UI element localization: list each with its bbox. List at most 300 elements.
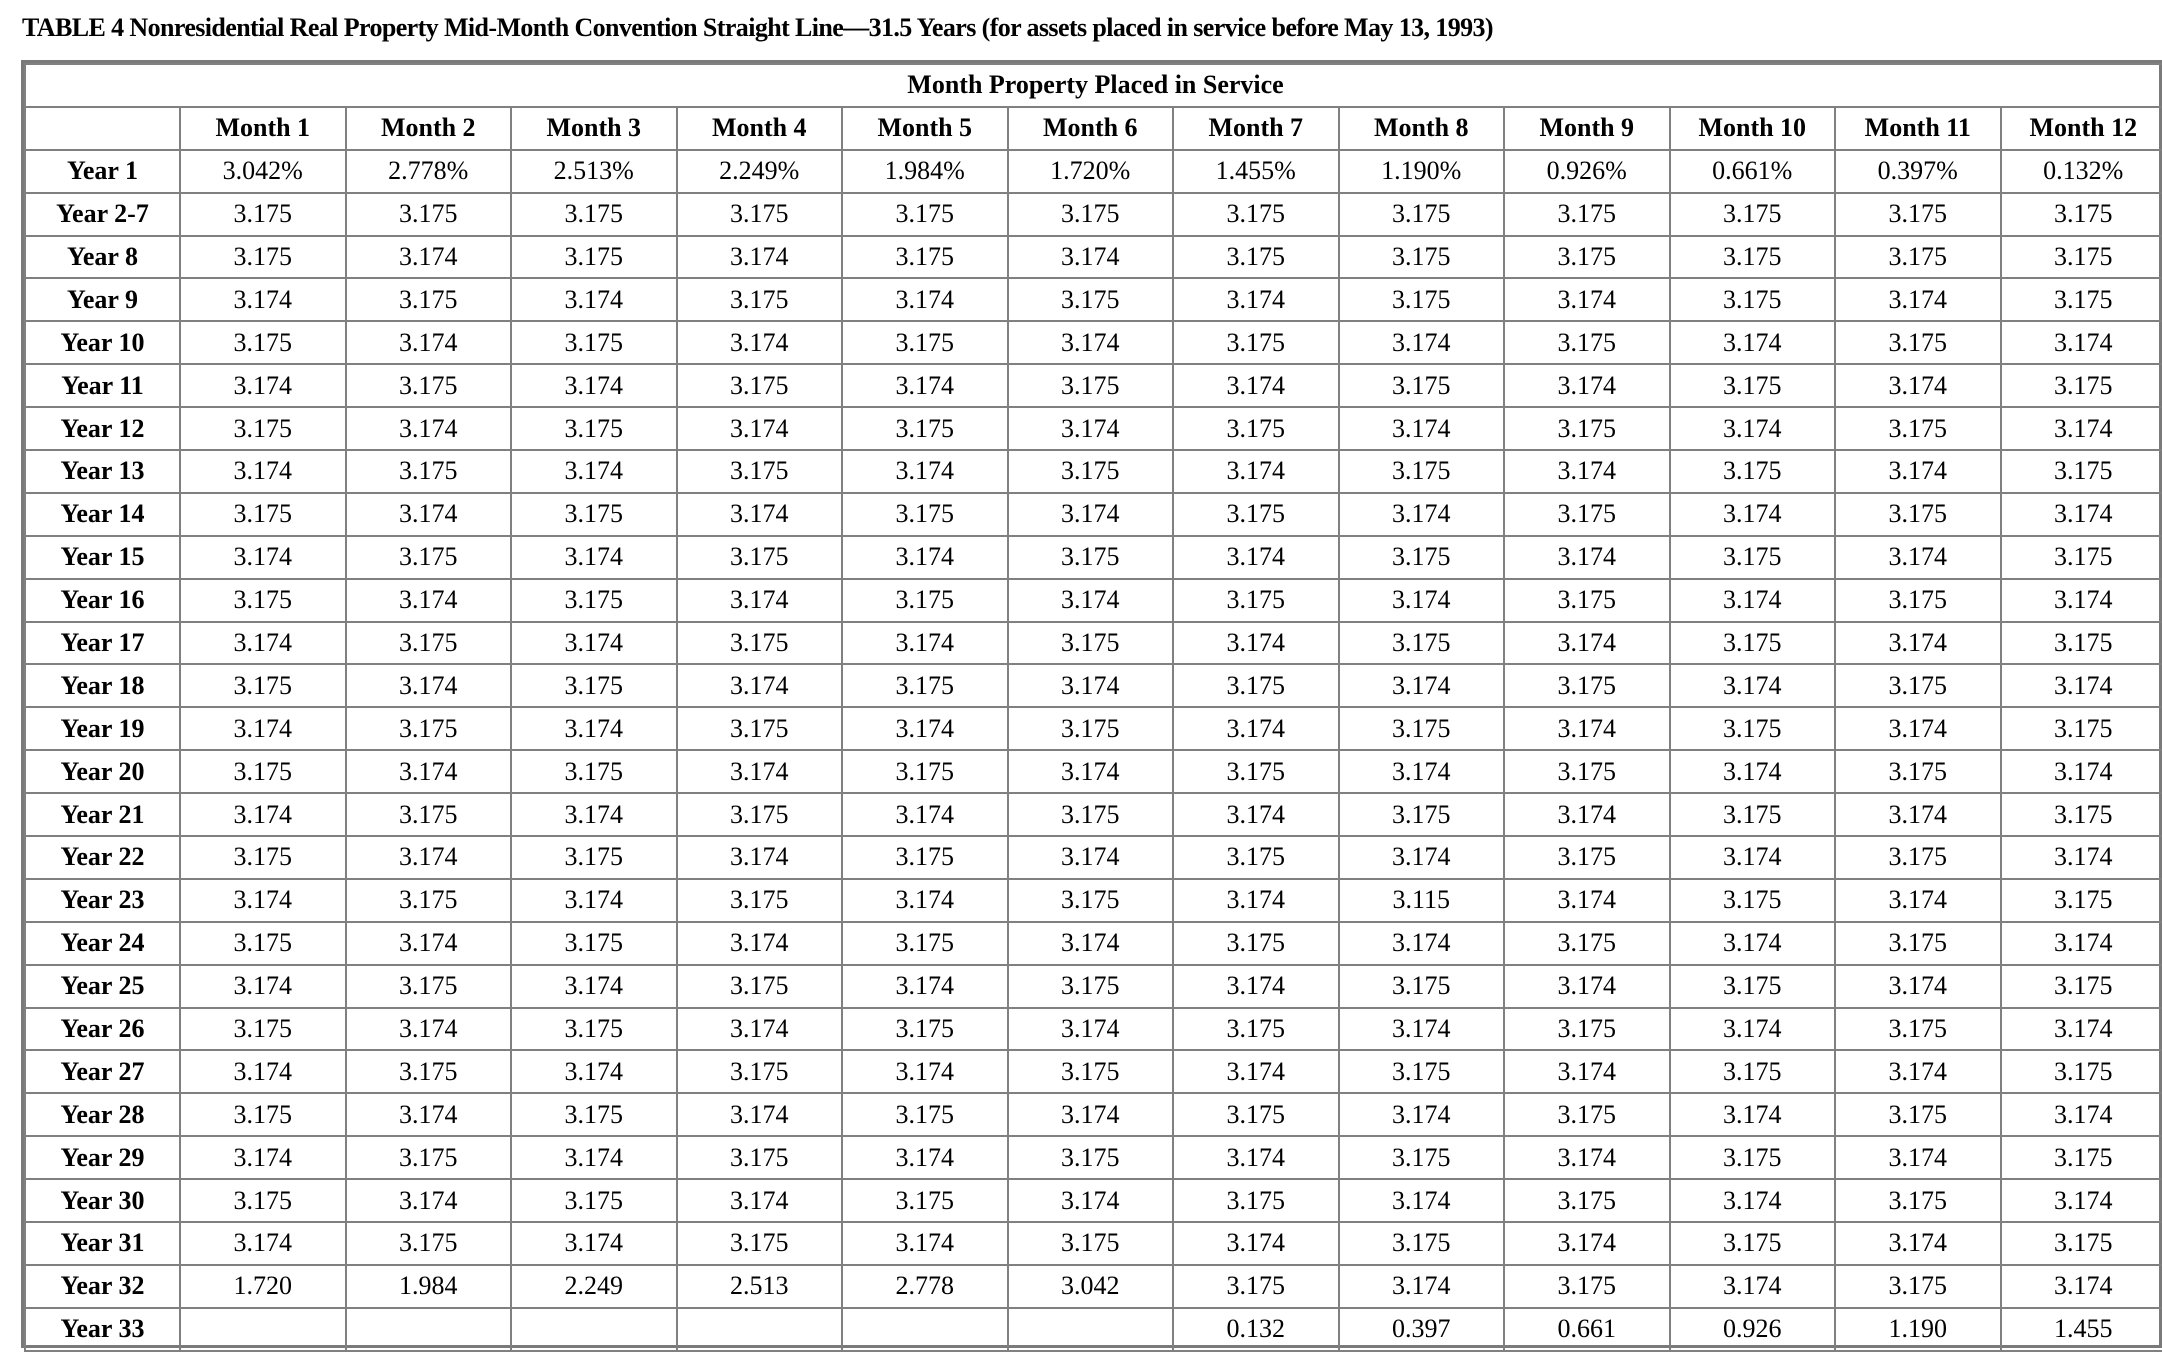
table-cell: 3.174	[1339, 1179, 1505, 1222]
table-cell: 3.175	[1670, 450, 1836, 493]
table-cell: 3.175	[2001, 236, 2162, 279]
table-cell: 3.174	[1504, 707, 1670, 750]
table-cell: 3.174	[1008, 750, 1174, 793]
table-cell: 3.175	[1835, 407, 2001, 450]
table-cell: 3.175	[1835, 750, 2001, 793]
table-cell: 3.174	[1173, 450, 1339, 493]
table-cell: 3.175	[1173, 922, 1339, 965]
table-cell: 3.175	[346, 879, 512, 922]
table-cell: 3.174	[2001, 664, 2162, 707]
table-cell: 1.455%	[1173, 150, 1339, 193]
column-header: Month 7	[1173, 107, 1339, 150]
table-cell: 3.175	[677, 278, 843, 321]
table-cell: 3.174	[1504, 450, 1670, 493]
table-cell: 3.174	[1008, 1093, 1174, 1136]
table-cell: 3.175	[180, 236, 346, 279]
table-cell: 3.174	[1339, 664, 1505, 707]
row-label: Year 21	[25, 793, 180, 836]
table-cell: 3.175	[1504, 193, 1670, 236]
table-cell: 3.174	[1835, 1136, 2001, 1179]
table-cell: 3.174	[677, 1093, 843, 1136]
table-cell: 3.175	[1670, 278, 1836, 321]
table-cell: 3.174	[842, 879, 1008, 922]
column-header: Month 4	[677, 107, 843, 150]
table-cell: 3.174	[180, 1050, 346, 1093]
table-cell: 3.175	[842, 836, 1008, 879]
table-cell: 3.175	[1670, 622, 1836, 665]
table-cell: 3.174	[1173, 1136, 1339, 1179]
row-label: Year 16	[25, 579, 180, 622]
table-cell: 3.175	[180, 664, 346, 707]
table-cell: 3.174	[1835, 622, 2001, 665]
table-cell: 3.175	[511, 1093, 677, 1136]
table-cell: 3.175	[2001, 278, 2162, 321]
table-cell: 3.175	[677, 1136, 843, 1179]
table-cell: 3.175	[1835, 321, 2001, 364]
table-cell: 3.175	[180, 836, 346, 879]
row-label: Year 20	[25, 750, 180, 793]
table-cell: 3.175	[842, 493, 1008, 536]
table-cell: 3.174	[346, 664, 512, 707]
table-cell: 3.174	[1835, 364, 2001, 407]
table-cell: 3.175	[1670, 965, 1836, 1008]
table-cell: 3.175	[346, 1222, 512, 1265]
table-cell: 3.175	[1339, 622, 1505, 665]
table-cell: 3.175	[346, 965, 512, 1008]
table-cell: 3.175	[1835, 193, 2001, 236]
table-cell: 3.174	[1670, 1008, 1836, 1051]
table-cell: 3.174	[1835, 793, 2001, 836]
table-cell: 3.175	[511, 579, 677, 622]
group-header: Month Property Placed in Service	[25, 64, 2162, 107]
table-cell: 3.174	[1173, 622, 1339, 665]
table-cell	[180, 1308, 346, 1351]
table-cell: 3.174	[346, 1179, 512, 1222]
table-cell: 3.175	[1339, 1222, 1505, 1265]
table-row	[25, 579, 2162, 622]
table-cell: 3.174	[2001, 321, 2162, 364]
column-header: Month 12	[2001, 107, 2162, 150]
table-cell: 3.175	[1008, 193, 1174, 236]
column-header: Month 9	[1504, 107, 1670, 150]
table-cell: 3.174	[2001, 579, 2162, 622]
table-cell: 3.174	[346, 1008, 512, 1051]
table-cell: 3.175	[346, 1050, 512, 1093]
table-cell: 3.175	[677, 622, 843, 665]
table-cell: 3.174	[1670, 750, 1836, 793]
table-cell: 3.175	[1008, 793, 1174, 836]
table-cell: 1.190%	[1339, 150, 1505, 193]
table-cell: 3.175	[511, 1008, 677, 1051]
table-cell: 3.174	[1339, 1265, 1505, 1308]
table-cell: 3.175	[1670, 879, 1836, 922]
table-cell: 3.175	[1008, 879, 1174, 922]
table-cell: 3.175	[1173, 321, 1339, 364]
group-header-row	[25, 64, 2162, 107]
table-cell: 3.174	[842, 536, 1008, 579]
table-row	[25, 321, 2162, 364]
table-cell: 3.174	[1173, 1050, 1339, 1093]
table-cell: 3.175	[346, 450, 512, 493]
table-cell: 1.984%	[842, 150, 1008, 193]
row-label: Year 15	[25, 536, 180, 579]
table-cell: 3.174	[2001, 836, 2162, 879]
table-cell: 3.175	[180, 579, 346, 622]
table-cell: 3.174	[1504, 879, 1670, 922]
column-header: Month 3	[511, 107, 677, 150]
table-cell: 3.174	[842, 278, 1008, 321]
table-cell: 3.175	[511, 407, 677, 450]
table-cell: 3.175	[346, 278, 512, 321]
table-cell: 3.174	[1173, 1222, 1339, 1265]
table-cell: 3.174	[1670, 321, 1836, 364]
table-cell: 3.175	[2001, 707, 2162, 750]
table-row	[25, 150, 2162, 193]
table-cell: 3.175	[1835, 836, 2001, 879]
table-cell: 3.175	[1670, 236, 1836, 279]
table-cell: 3.175	[180, 493, 346, 536]
table-cell: 3.174	[677, 407, 843, 450]
table-cell: 3.174	[1008, 407, 1174, 450]
table-cell: 3.175	[1173, 1093, 1339, 1136]
table-cell: 3.175	[1008, 364, 1174, 407]
table-cell: 3.174	[180, 1136, 346, 1179]
table-cell: 3.175	[1670, 1222, 1836, 1265]
table-cell: 3.174	[2001, 1265, 2162, 1308]
table-cell: 3.174	[511, 622, 677, 665]
table-cell: 3.175	[677, 364, 843, 407]
table-cell: 3.175	[2001, 193, 2162, 236]
table-cell: 3.175	[1339, 1050, 1505, 1093]
table-cell: 3.175	[1504, 407, 1670, 450]
table-cell: 3.174	[1835, 450, 2001, 493]
table-cell: 3.175	[1504, 493, 1670, 536]
table-cell: 3.174	[346, 579, 512, 622]
table-cell: 3.175	[1504, 236, 1670, 279]
row-label: Year 12	[25, 407, 180, 450]
table-cell: 3.174	[1504, 278, 1670, 321]
table-cell: 3.175	[1008, 622, 1174, 665]
table-cell: 3.175	[1339, 536, 1505, 579]
table-row	[25, 1222, 2162, 1265]
table-cell: 3.174	[1173, 793, 1339, 836]
table-cell: 1.190	[1835, 1308, 2001, 1351]
table-cell: 3.174	[842, 965, 1008, 1008]
row-label: Year 17	[25, 622, 180, 665]
table-cell: 3.175	[677, 1050, 843, 1093]
table-cell: 3.175	[346, 1136, 512, 1179]
table-cell: 3.174	[511, 1136, 677, 1179]
table-cell: 3.175	[2001, 879, 2162, 922]
row-label: Year 22	[25, 836, 180, 879]
row-label: Year 2-7	[25, 193, 180, 236]
table-cell: 3.175	[1173, 236, 1339, 279]
table-cell: 3.175	[511, 321, 677, 364]
column-header: Month 11	[1835, 107, 2001, 150]
table-cell: 3.174	[1339, 1093, 1505, 1136]
corner-cell	[25, 107, 180, 150]
table-cell: 3.174	[1173, 707, 1339, 750]
table-cell: 3.175	[1173, 579, 1339, 622]
table-cell: 3.175	[511, 236, 677, 279]
table-row	[25, 193, 2162, 236]
table-cell: 3.174	[180, 793, 346, 836]
table-cell: 3.174	[1670, 922, 1836, 965]
table-cell: 3.174	[2001, 750, 2162, 793]
row-label: Year 8	[25, 236, 180, 279]
column-header: Month 8	[1339, 107, 1505, 150]
table-cell: 3.042	[1008, 1265, 1174, 1308]
column-header: Month 2	[346, 107, 512, 150]
table-cell: 3.175	[180, 1008, 346, 1051]
table-cell: 3.175	[1670, 1136, 1836, 1179]
table-cell: 0.661%	[1670, 150, 1836, 193]
table-cell: 2.778	[842, 1265, 1008, 1308]
table-cell: 3.175	[1504, 836, 1670, 879]
table-cell: 3.174	[511, 536, 677, 579]
table-cell: 2.778%	[346, 150, 512, 193]
table-cell: 3.174	[1670, 1265, 1836, 1308]
table-cell: 3.174	[180, 536, 346, 579]
table-cell: 3.174	[2001, 1179, 2162, 1222]
row-label: Year 1	[25, 150, 180, 193]
table-row	[25, 750, 2162, 793]
table-cell: 3.175	[677, 193, 843, 236]
table-cell: 3.175	[1670, 1050, 1836, 1093]
table-cell: 3.175	[180, 922, 346, 965]
table-cell: 3.174	[511, 1222, 677, 1265]
table-cell: 3.115	[1339, 879, 1505, 922]
row-label: Year 29	[25, 1136, 180, 1179]
row-label: Year 14	[25, 493, 180, 536]
table-cell: 3.175	[2001, 1050, 2162, 1093]
table-cell: 3.175	[511, 493, 677, 536]
table-cell: 1.455	[2001, 1308, 2162, 1351]
column-header: Month 1	[180, 107, 346, 150]
table-cell: 3.175	[677, 965, 843, 1008]
row-label: Year 32	[25, 1265, 180, 1308]
table-cell: 3.174	[1008, 579, 1174, 622]
table-cell: 3.175	[1008, 1050, 1174, 1093]
table-row	[25, 1008, 2162, 1051]
table-row	[25, 922, 2162, 965]
table-title: TABLE 4 Nonresidential Real Property Mid-Month Convention Straight Line—31.5 Years (for assets placed in service before May 13, 1993)	[22, 13, 1493, 42]
table-row	[25, 450, 2162, 493]
table-cell: 3.174	[511, 1050, 677, 1093]
table-cell: 3.174	[2001, 493, 2162, 536]
table-cell: 3.174	[677, 836, 843, 879]
table-cell: 3.175	[1504, 1179, 1670, 1222]
table-cell: 3.174	[1670, 407, 1836, 450]
table-cell: 3.174	[346, 321, 512, 364]
table-cell: 3.175	[1835, 1265, 2001, 1308]
table-cell: 3.175	[1835, 1179, 2001, 1222]
table-cell: 3.175	[346, 793, 512, 836]
table-cell: 3.174	[842, 793, 1008, 836]
table-cell: 0.132	[1173, 1308, 1339, 1351]
table-cell: 3.174	[1670, 836, 1836, 879]
table-cell: 3.175	[1339, 707, 1505, 750]
table-cell: 3.175	[842, 321, 1008, 364]
table-cell: 3.175	[511, 922, 677, 965]
table-cell: 3.174	[1339, 750, 1505, 793]
table-cell: 3.175	[1008, 707, 1174, 750]
row-label: Year 25	[25, 965, 180, 1008]
column-header-row	[25, 107, 2162, 150]
table-cell: 1.720%	[1008, 150, 1174, 193]
table-cell: 3.174	[2001, 1008, 2162, 1051]
table-cell: 3.175	[1339, 1136, 1505, 1179]
table-cell: 3.174	[1173, 536, 1339, 579]
table-cell: 3.174	[346, 836, 512, 879]
table-row	[25, 493, 2162, 536]
table-cell: 3.175	[180, 750, 346, 793]
table-row	[25, 707, 2162, 750]
table-cell: 3.174	[1339, 579, 1505, 622]
row-label: Year 30	[25, 1179, 180, 1222]
table-cell: 3.174	[1008, 836, 1174, 879]
table-cell: 3.174	[346, 750, 512, 793]
table-cell: 2.249%	[677, 150, 843, 193]
table-cell: 3.175	[2001, 793, 2162, 836]
column-header: Month 10	[1670, 107, 1836, 150]
table-cell: 3.175	[180, 407, 346, 450]
table-cell: 3.174	[2001, 1093, 2162, 1136]
table-cell: 3.174	[346, 236, 512, 279]
table-cell: 3.174	[1504, 965, 1670, 1008]
table-cell: 3.174	[1504, 536, 1670, 579]
table-cell: 3.175	[1504, 321, 1670, 364]
table-cell: 3.174	[842, 450, 1008, 493]
table-cell: 3.174	[511, 364, 677, 407]
table-cell: 3.175	[1835, 236, 2001, 279]
table-cell: 3.175	[346, 707, 512, 750]
table-cell: 3.175	[511, 664, 677, 707]
table-cell: 3.175	[1670, 707, 1836, 750]
row-label: Year 9	[25, 278, 180, 321]
table-cell	[511, 1308, 677, 1351]
table-cell: 3.175	[677, 450, 843, 493]
table-cell: 3.174	[1008, 664, 1174, 707]
table-cell: 3.175	[1173, 1008, 1339, 1051]
table-cell: 3.174	[677, 1008, 843, 1051]
table-cell: 3.175	[1835, 922, 2001, 965]
table-cell: 3.175	[1173, 1179, 1339, 1222]
table-cell: 3.175	[1339, 278, 1505, 321]
table-cell: 3.175	[180, 193, 346, 236]
table-cell: 3.175	[1835, 1008, 2001, 1051]
table-cell: 3.174	[1504, 793, 1670, 836]
table-cell: 3.175	[842, 193, 1008, 236]
row-label: Year 27	[25, 1050, 180, 1093]
table-cell: 3.175	[842, 664, 1008, 707]
table-cell: 3.175	[842, 1093, 1008, 1136]
table-cell: 3.174	[180, 707, 346, 750]
table-cell: 3.175	[1008, 965, 1174, 1008]
table-cell	[346, 1308, 512, 1351]
table-cell: 1.720	[180, 1265, 346, 1308]
table-cell: 3.174	[1670, 579, 1836, 622]
table-cell	[842, 1308, 1008, 1351]
table-cell: 3.174	[1008, 236, 1174, 279]
row-label: Year 24	[25, 922, 180, 965]
table-cell: 3.175	[1339, 193, 1505, 236]
table-cell: 3.175	[1504, 1008, 1670, 1051]
table-row	[25, 278, 2162, 321]
table-cell: 3.174	[180, 364, 346, 407]
table-cell: 3.174	[346, 922, 512, 965]
table-cell: 3.175	[2001, 1136, 2162, 1179]
table-cell: 3.174	[1835, 965, 2001, 1008]
table-cell: 3.174	[1835, 707, 2001, 750]
table-cell: 3.175	[346, 536, 512, 579]
table-cell: 3.175	[2001, 536, 2162, 579]
table-cell: 0.397%	[1835, 150, 2001, 193]
row-label: Year 31	[25, 1222, 180, 1265]
table-cell: 3.175	[346, 622, 512, 665]
table-cell: 3.042%	[180, 150, 346, 193]
table-cell: 3.174	[511, 707, 677, 750]
table-cell: 3.175	[511, 1179, 677, 1222]
row-label: Year 28	[25, 1093, 180, 1136]
table-cell: 3.174	[677, 922, 843, 965]
table-cell: 3.174	[1008, 321, 1174, 364]
table-cell: 3.175	[842, 236, 1008, 279]
table-cell: 3.174	[511, 450, 677, 493]
table-cell: 0.661	[1504, 1308, 1670, 1351]
table-cell: 3.174	[1339, 493, 1505, 536]
table-cell: 3.174	[677, 664, 843, 707]
table-cell: 3.175	[2001, 1222, 2162, 1265]
table-cell: 3.174	[1504, 622, 1670, 665]
table-cell: 3.174	[1835, 536, 2001, 579]
table-cell: 3.174	[1173, 965, 1339, 1008]
table-cell: 3.174	[1670, 664, 1836, 707]
table-row	[25, 1093, 2162, 1136]
table-cell: 3.174	[511, 965, 677, 1008]
table-cell: 3.174	[1008, 1008, 1174, 1051]
table-cell: 3.175	[1504, 579, 1670, 622]
table-cell: 3.174	[346, 493, 512, 536]
table-cell: 3.175	[2001, 450, 2162, 493]
table-cell: 3.175	[1173, 664, 1339, 707]
table-cell: 3.174	[511, 793, 677, 836]
table-cell: 3.175	[1173, 836, 1339, 879]
table-cell: 3.175	[677, 1222, 843, 1265]
table-cell: 3.175	[1504, 922, 1670, 965]
table-cell	[1008, 1308, 1174, 1351]
table-cell: 3.174	[1008, 493, 1174, 536]
table-cell: 3.174	[1008, 922, 1174, 965]
table-cell: 3.175	[1008, 278, 1174, 321]
table-cell: 3.175	[1339, 450, 1505, 493]
table-cell: 3.174	[346, 1093, 512, 1136]
table-cell: 3.174	[1339, 407, 1505, 450]
table-cell: 3.175	[1504, 750, 1670, 793]
table-cell: 3.175	[1173, 750, 1339, 793]
table-row	[25, 622, 2162, 665]
table-cell: 3.175	[180, 321, 346, 364]
table-cell: 3.174	[842, 1222, 1008, 1265]
table-cell: 3.174	[180, 1222, 346, 1265]
table-cell: 0.397	[1339, 1308, 1505, 1351]
table-cell: 3.174	[1339, 1008, 1505, 1051]
table-cell: 3.175	[346, 364, 512, 407]
table-cell: 3.174	[180, 450, 346, 493]
table-cell: 3.175	[1173, 493, 1339, 536]
table-cell: 3.175	[677, 879, 843, 922]
table-row	[25, 965, 2162, 1008]
